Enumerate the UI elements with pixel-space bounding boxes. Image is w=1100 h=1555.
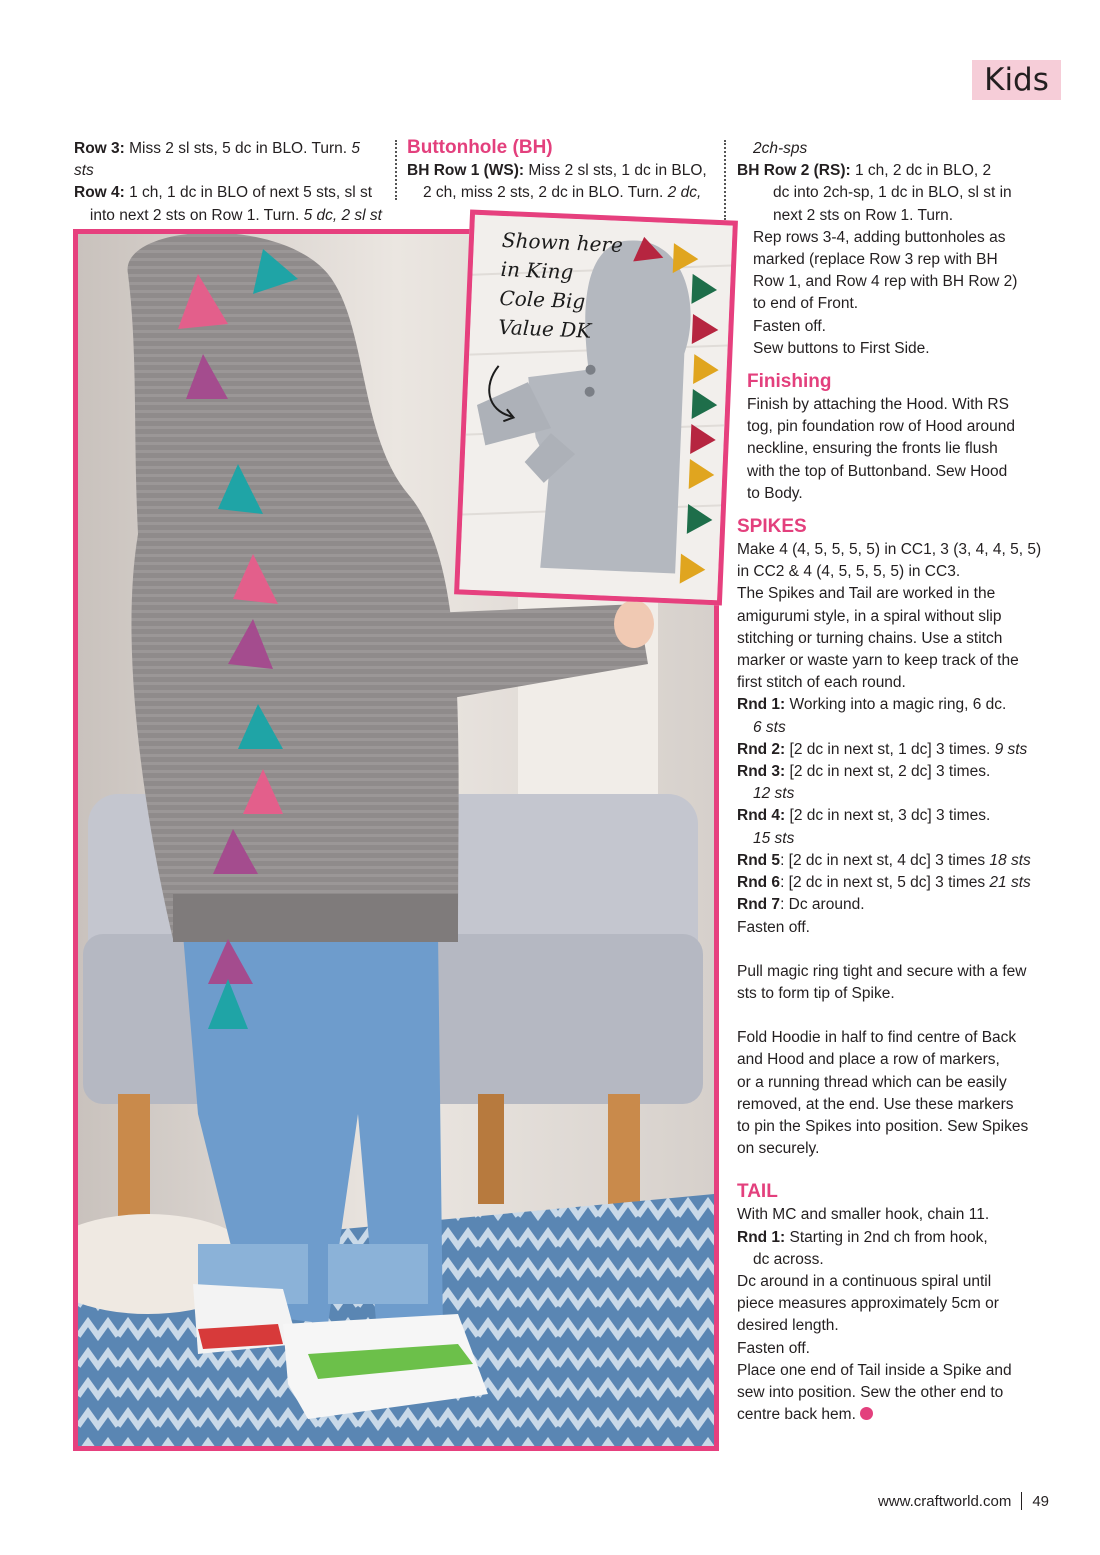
tail-line: desired length. <box>737 1317 839 1335</box>
row4: Row 4: 1 ch, 1 dc in BLO of next 5 sts, sl st <box>74 184 373 202</box>
caption-line: Cole Big <box>499 285 586 314</box>
pull-line: Pull magic ring tight and secure with a few <box>737 962 1027 980</box>
spikes-line: first stitch of each round. <box>737 674 906 692</box>
bh-row1: BH Row 1 (WS): Miss 2 sl sts, 1 dc in BLO, <box>407 162 707 179</box>
spikes-line: Make 4 (4, 5, 5, 5, 5) in CC1, 3 (3, 4, 4, 5, 5) <box>737 541 1042 559</box>
inset-caption <box>498 226 624 347</box>
tail-line: Fasten off. <box>737 1339 810 1357</box>
rnd1-count: 6 sts <box>753 718 786 736</box>
rnd4-count: 15 sts <box>753 829 795 847</box>
rep-line: marked (replace Row 3 rep with BH <box>753 251 998 269</box>
website-url: www.craftworld.com <box>877 1492 1012 1510</box>
tail-rnd1: Rnd 1: Starting in 2nd ch from hook, <box>737 1228 988 1246</box>
row4-cont: into next 2 sts on Row 1. Turn. 5 dc, 2 sl st <box>89 206 382 224</box>
rep-line: to end of Front. <box>753 295 859 313</box>
col1-instructions <box>74 138 382 227</box>
rnd2: Rnd 2: [2 dc in next st, 1 dc] 3 times. 9 sts <box>737 740 1028 758</box>
rep-line: Row 1, and Row 4 rep with BH Row 2) <box>753 273 1018 291</box>
row3: Row 3: Miss 2 sl sts, 5 dc in BLO. Turn. 5 sts <box>74 140 360 180</box>
tail-line: Dc around in a continuous spiral until <box>737 1272 992 1290</box>
bh-row2-line: dc into 2ch-sp, 1 dc in BLO, sl st in <box>773 184 1012 202</box>
spikes-line: amigurumi style, in a spiral without slip <box>737 607 1002 625</box>
bh-row1-cont: 2 ch, miss 2 sts, 2 dc in BLO. Turn. 2 dc, <box>423 184 702 202</box>
tail-last-line: centre back hem. <box>737 1404 1055 1426</box>
tail-line: With MC and smaller hook, chain 11. <box>737 1206 990 1224</box>
fold-line: Fold Hoodie in half to find centre of Back <box>737 1029 1017 1047</box>
section-tag: Kids <box>972 60 1061 100</box>
rep-line: Sew buttons to First Side. <box>753 339 930 357</box>
rnd5: Rnd 5: [2 dc in next st, 4 dc] 3 times 18 sts <box>737 851 1031 869</box>
col2-instructions <box>407 136 717 204</box>
finishing-heading: Finishing <box>747 371 832 393</box>
rnd3: Rnd 3: [2 dc in next st, 2 dc] 3 times. <box>737 763 991 781</box>
rep-line: Rep rows 3-4, adding buttonholes as <box>753 228 1006 246</box>
finishing-line: with the top of Buttonband. Sew Hood <box>747 462 1008 480</box>
tail-line: sew into position. Sew the other end to <box>737 1383 1004 1401</box>
fold-line: or a running thread which can be easily <box>737 1073 1007 1091</box>
tail-rnd1-cont: dc across. <box>753 1250 824 1268</box>
bh-row1-end: 2ch-sps <box>753 140 808 157</box>
column-divider-1 <box>395 140 397 200</box>
bh-row2-line: next 2 sts on Row 1. Turn. <box>773 206 954 224</box>
rnd3-count: 12 sts <box>753 785 795 803</box>
column-divider-2 <box>724 140 726 220</box>
fold-line: and Hood and place a row of markers, <box>737 1051 1000 1069</box>
tail-line: piece measures approximately 5cm or <box>737 1295 999 1313</box>
rnd7: Rnd 7: Dc around. <box>737 896 865 914</box>
inset-photo <box>454 210 738 606</box>
finishing-line: tog, pin foundation row of Hood around <box>747 418 1015 436</box>
rnd6: Rnd 6: [2 dc in next st, 5 dc] 3 times 21 sts <box>737 874 1031 892</box>
tail-block <box>737 1180 1055 1426</box>
page-number: 49 <box>1032 1492 1049 1510</box>
spikes-line: The Spikes and Tail are worked in the <box>737 585 996 603</box>
finishing-line: Finish by attaching the Hood. With RS <box>747 396 1009 414</box>
caption-line: Value DK <box>497 314 592 343</box>
fold-line: on securely. <box>737 1140 820 1158</box>
spikes-line: stitching or turning chains. Use a stitch <box>737 629 1003 647</box>
col3-instructions <box>737 138 1055 1426</box>
spikes-line: in CC2 & 4 (4, 5, 5, 5, 5) in CC3. <box>737 563 961 581</box>
bh-row2: BH Row 2 (RS): 1 ch, 2 dc in BLO, 2 <box>737 162 992 180</box>
finishing-line: to Body. <box>747 484 803 502</box>
tail-heading: TAIL <box>737 1181 778 1203</box>
finishing-line: neckline, ensuring the fronts lie flush <box>747 440 998 458</box>
rnd1: Rnd 1: Working into a magic ring, 6 dc. <box>737 696 1007 714</box>
buttonhole-heading: Buttonhole (BH) <box>407 137 553 158</box>
page-footer <box>878 1492 1049 1510</box>
rep-block <box>737 227 1055 360</box>
rep-line: Fasten off. <box>753 317 826 335</box>
footer-divider <box>1021 1492 1022 1510</box>
fold-line: removed, at the end. Use these markers <box>737 1095 1014 1113</box>
tail-line: Place one end of Tail inside a Spike and <box>737 1361 1012 1379</box>
rnd4: Rnd 4: [2 dc in next st, 3 dc] 3 times. <box>737 807 991 825</box>
caption-line: Shown here <box>501 227 624 257</box>
caption-line: in King <box>500 256 574 284</box>
fasten-off: Fasten off. <box>737 918 810 936</box>
fold-line: to pin the Spikes into position. Sew Spikes <box>737 1117 1029 1135</box>
spikes-line: marker or waste yarn to keep track of the <box>737 652 1019 670</box>
pull-line: sts to form tip of Spike. <box>737 984 895 1002</box>
yarn-ball-icon <box>860 1407 873 1420</box>
spikes-block <box>737 515 1055 1160</box>
spikes-heading: SPIKES <box>737 516 807 538</box>
finishing-block <box>737 370 1055 505</box>
